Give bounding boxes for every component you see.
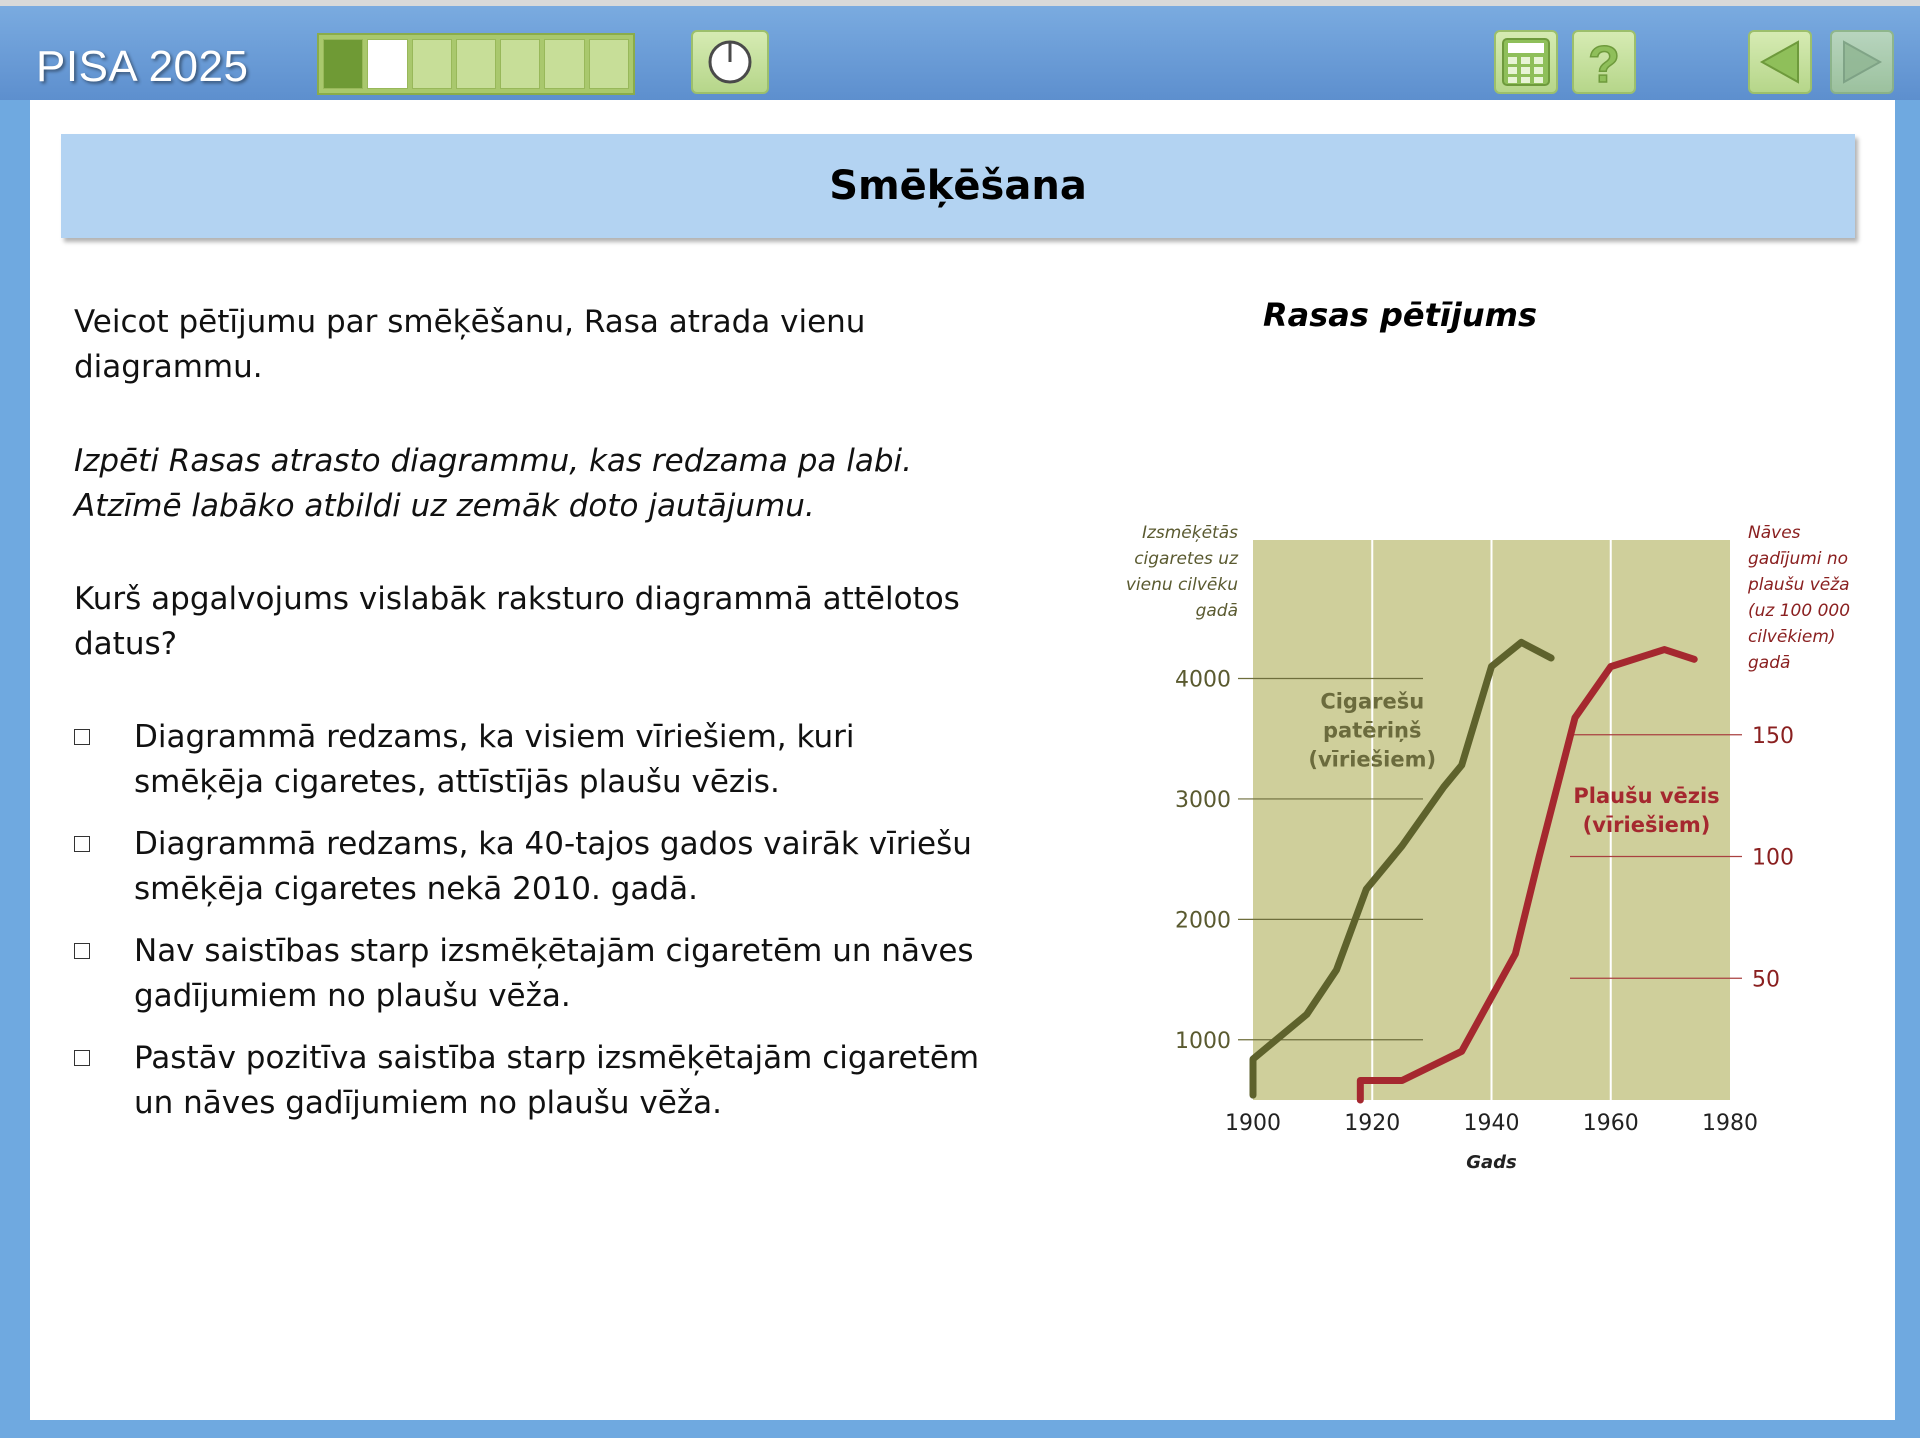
series-label-lung-cancer: (vīriešiem) <box>1582 812 1711 837</box>
x-tick-label: 1920 <box>1344 1111 1401 1136</box>
progress-segment <box>456 39 496 89</box>
y-left-tick-label: 4000 <box>1175 667 1231 693</box>
y-right-tick-label: 50 <box>1752 967 1780 993</box>
x-tick-label: 1960 <box>1582 1111 1639 1136</box>
timer-button[interactable] <box>691 30 769 94</box>
y-left-axis-label: vienu cilvēku <box>1125 575 1238 595</box>
x-axis-label: Gads <box>1466 1152 1517 1173</box>
progress-segment <box>589 39 629 89</box>
progress-segment <box>412 39 452 89</box>
option-label: Diagrammā redzams, ka visiem vīriešiem, kuri smēķēja cigaretes, attīstījās plaušu vēzis. <box>134 719 855 800</box>
y-left-tick-label: 1000 <box>1175 1028 1231 1054</box>
y-right-axis-label: (uz 100 000 <box>1748 601 1851 621</box>
help-button[interactable] <box>1572 30 1636 94</box>
checkbox[interactable] <box>74 729 90 745</box>
progress-segment <box>323 39 363 89</box>
progress-segment <box>544 39 584 89</box>
series-label-cigarettes: Cigarešu <box>1320 689 1425 714</box>
y-right-axis-label: cilvēkiem) <box>1748 627 1836 647</box>
help-icon <box>1579 36 1629 88</box>
y-left-axis-label: cigaretes uz <box>1134 549 1238 569</box>
y-left-tick-label: 3000 <box>1175 787 1231 813</box>
y-right-axis-label: Nāves <box>1748 523 1801 543</box>
arrow-left-icon <box>1756 38 1804 86</box>
calculator-button[interactable] <box>1494 30 1558 94</box>
y-right-tick-label: 150 <box>1752 723 1794 749</box>
checkbox[interactable] <box>74 836 90 852</box>
svg-text:?: ? <box>1588 36 1620 88</box>
y-left-axis-label: Izsmēķētās <box>1141 523 1238 543</box>
calculator-icon <box>1501 37 1551 87</box>
y-left-axis-label: gadā <box>1195 601 1238 621</box>
back-button[interactable] <box>1748 30 1812 94</box>
instruction-line-2: Atzīmē labāko atbildi uz zemāk doto jautājumu. <box>74 488 815 524</box>
question-text: Kurš apgalvojums vislabāk raksturo diagrammā attēlotos datus? <box>74 581 960 662</box>
series-label-cigarettes: (vīriešiem) <box>1308 747 1437 772</box>
progress-segment <box>367 39 407 89</box>
y-right-axis-label: gadījumi no <box>1748 549 1849 569</box>
series-label-lung-cancer: Plaušu vēzis <box>1573 783 1720 808</box>
next-button[interactable] <box>1830 30 1894 94</box>
brand-logo: PISA 2025 <box>36 42 249 91</box>
option-label: Diagrammā redzams, ka 40-tajos gados vairāk vīriešu smēķēja cigaretes nekā 2010. gadā. <box>134 826 972 907</box>
y-left-tick-label: 2000 <box>1175 908 1231 934</box>
content-panel <box>30 100 1895 1420</box>
progress-segment <box>500 39 540 89</box>
option-label: Pastāv pozitīva saistība starp izsmēķētajām cigaretēm un nāves gadījumiem no plaušu vēža. <box>134 1040 980 1121</box>
timer-icon <box>706 38 754 86</box>
y-right-tick-label: 100 <box>1752 845 1794 871</box>
progress-indicator <box>317 33 635 95</box>
checkbox[interactable] <box>74 1050 90 1066</box>
unit-title-bar <box>61 134 1855 238</box>
y-right-axis-label: gadā <box>1748 653 1791 673</box>
x-tick-label: 1980 <box>1702 1111 1758 1136</box>
x-tick-label: 1900 <box>1225 1111 1281 1136</box>
intro-text: Veicot pētījumu par smēķēšanu, Rasa atrada vienu diagrammu. <box>74 304 866 385</box>
series-label-cigarettes: patēriņš <box>1323 718 1422 743</box>
chart-title: Rasas pētījums <box>1262 296 1538 334</box>
page-title: Smēķēšana <box>829 163 1087 209</box>
top-toolbar <box>0 0 1920 100</box>
option-label: Nav saistības starp izsmēķētajām cigaretēm un nāves gadījumiem no plaušu vēža. <box>134 933 974 1014</box>
dual-axis-line-chart <box>1080 400 1880 1200</box>
arrow-right-icon <box>1838 38 1886 86</box>
y-right-axis-label: plaušu vēža <box>1748 575 1850 595</box>
instruction-line-1: Izpēti Rasas atrasto diagrammu, kas redzama pa labi. <box>74 443 912 479</box>
x-tick-label: 1940 <box>1463 1111 1520 1136</box>
checkbox[interactable] <box>74 943 90 959</box>
